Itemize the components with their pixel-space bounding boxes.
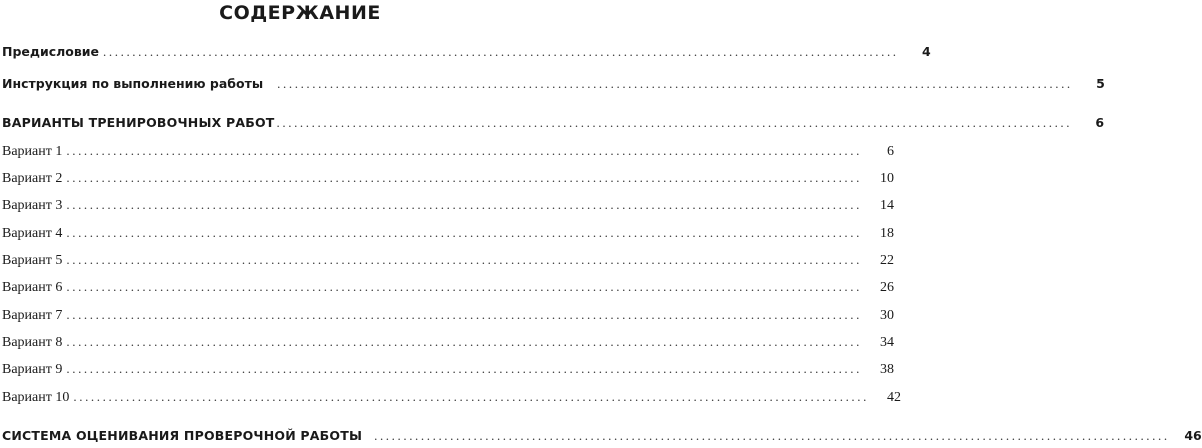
toc-entry-variant-9[interactable] bbox=[2, 361, 894, 378]
dot-leader: ........................................................................................................................................ bbox=[277, 76, 1073, 91]
toc-entry-page: 10 bbox=[879, 171, 894, 186]
toc-entry-page: 42 bbox=[886, 390, 901, 405]
toc-entry-page: 46 bbox=[1184, 428, 1202, 443]
toc-entry-section-variants[interactable] bbox=[2, 115, 1105, 131]
toc-entry-page: 6 bbox=[1095, 115, 1105, 130]
dot-leader: ........................................................................................................................................ bbox=[276, 115, 1073, 130]
dot-leader: ........................................................................................................................................ bbox=[374, 428, 1170, 443]
dot-leader: ........................................................................................................................................ bbox=[66, 170, 862, 185]
dot-leader: ........................................................................................................................................ bbox=[66, 252, 862, 267]
dot-leader: ........................................................................................................................................ bbox=[73, 389, 869, 404]
toc-entry-variant-3[interactable] bbox=[2, 197, 894, 214]
toc-entry-page: 26 bbox=[879, 280, 894, 295]
dot-leader: ........................................................................................................................................ bbox=[103, 44, 899, 59]
toc-entry-label: Вариант 8 bbox=[2, 335, 63, 350]
toc-entry-variant-10[interactable] bbox=[2, 389, 901, 406]
dot-leader: ........................................................................................................................................ bbox=[66, 334, 862, 349]
toc-entry-label: Предисловие bbox=[2, 44, 100, 59]
toc-entry-instructions[interactable] bbox=[2, 76, 1105, 92]
dot-leader: ........................................................................................................................................ bbox=[66, 143, 862, 158]
toc-entry-page: 5 bbox=[1096, 76, 1105, 91]
toc-entry-assessment-system[interactable] bbox=[2, 428, 1202, 444]
toc-entry-label: СИСТЕМА ОЦЕНИВАНИЯ ПРОВЕРОЧНОЙ РАБОТЫ bbox=[2, 428, 363, 443]
toc-entry-page: 18 bbox=[879, 226, 894, 241]
toc-entry-label: Вариант 2 bbox=[2, 171, 63, 186]
toc-entry-label: Вариант 5 bbox=[2, 253, 63, 268]
toc-entry-label: Вариант 10 bbox=[2, 390, 70, 405]
toc-entry-variant-4[interactable] bbox=[2, 225, 894, 242]
toc-entry-label: Вариант 6 bbox=[2, 280, 63, 295]
toc-entry-variant-6[interactable] bbox=[2, 279, 894, 296]
dot-leader: ........................................................................................................................................ bbox=[66, 307, 862, 322]
toc-entry-page: 30 bbox=[879, 308, 894, 323]
toc-entry-label: Инструкция по выполнению работы bbox=[2, 76, 264, 91]
toc-entry-page: 14 bbox=[879, 198, 894, 213]
toc-entry-preface[interactable] bbox=[2, 44, 931, 60]
toc-entry-label: Вариант 7 bbox=[2, 308, 63, 323]
toc-entry-page: 38 bbox=[879, 362, 894, 377]
toc-entry-variant-8[interactable] bbox=[2, 334, 894, 351]
toc-entry-page: 4 bbox=[921, 44, 931, 59]
dot-leader: ........................................................................................................................................ bbox=[66, 361, 862, 376]
toc-entry-variant-2[interactable] bbox=[2, 170, 894, 187]
dot-leader: ........................................................................................................................................ bbox=[66, 197, 862, 212]
toc-entry-variant-5[interactable] bbox=[2, 252, 894, 269]
toc-entry-label: Вариант 1 bbox=[2, 144, 63, 159]
toc-entry-label: ВАРИАНТЫ ТРЕНИРОВОЧНЫХ РАБОТ bbox=[2, 115, 275, 130]
toc-entry-page: 22 bbox=[879, 253, 894, 268]
toc-entry-label: Вариант 9 bbox=[2, 362, 63, 377]
dot-leader: ........................................................................................................................................ bbox=[66, 279, 862, 294]
dot-leader: ........................................................................................................................................ bbox=[66, 225, 862, 240]
toc-entry-page: 34 bbox=[879, 335, 894, 350]
toc-entry-label: Вариант 3 bbox=[2, 198, 63, 213]
toc-entry-variant-7[interactable] bbox=[2, 307, 894, 324]
page-title: СОДЕРЖАНИЕ bbox=[219, 2, 381, 24]
toc-entry-page: 6 bbox=[886, 144, 894, 159]
toc-entry-label: Вариант 4 bbox=[2, 226, 63, 241]
toc-entry-variant-1[interactable] bbox=[2, 143, 894, 160]
